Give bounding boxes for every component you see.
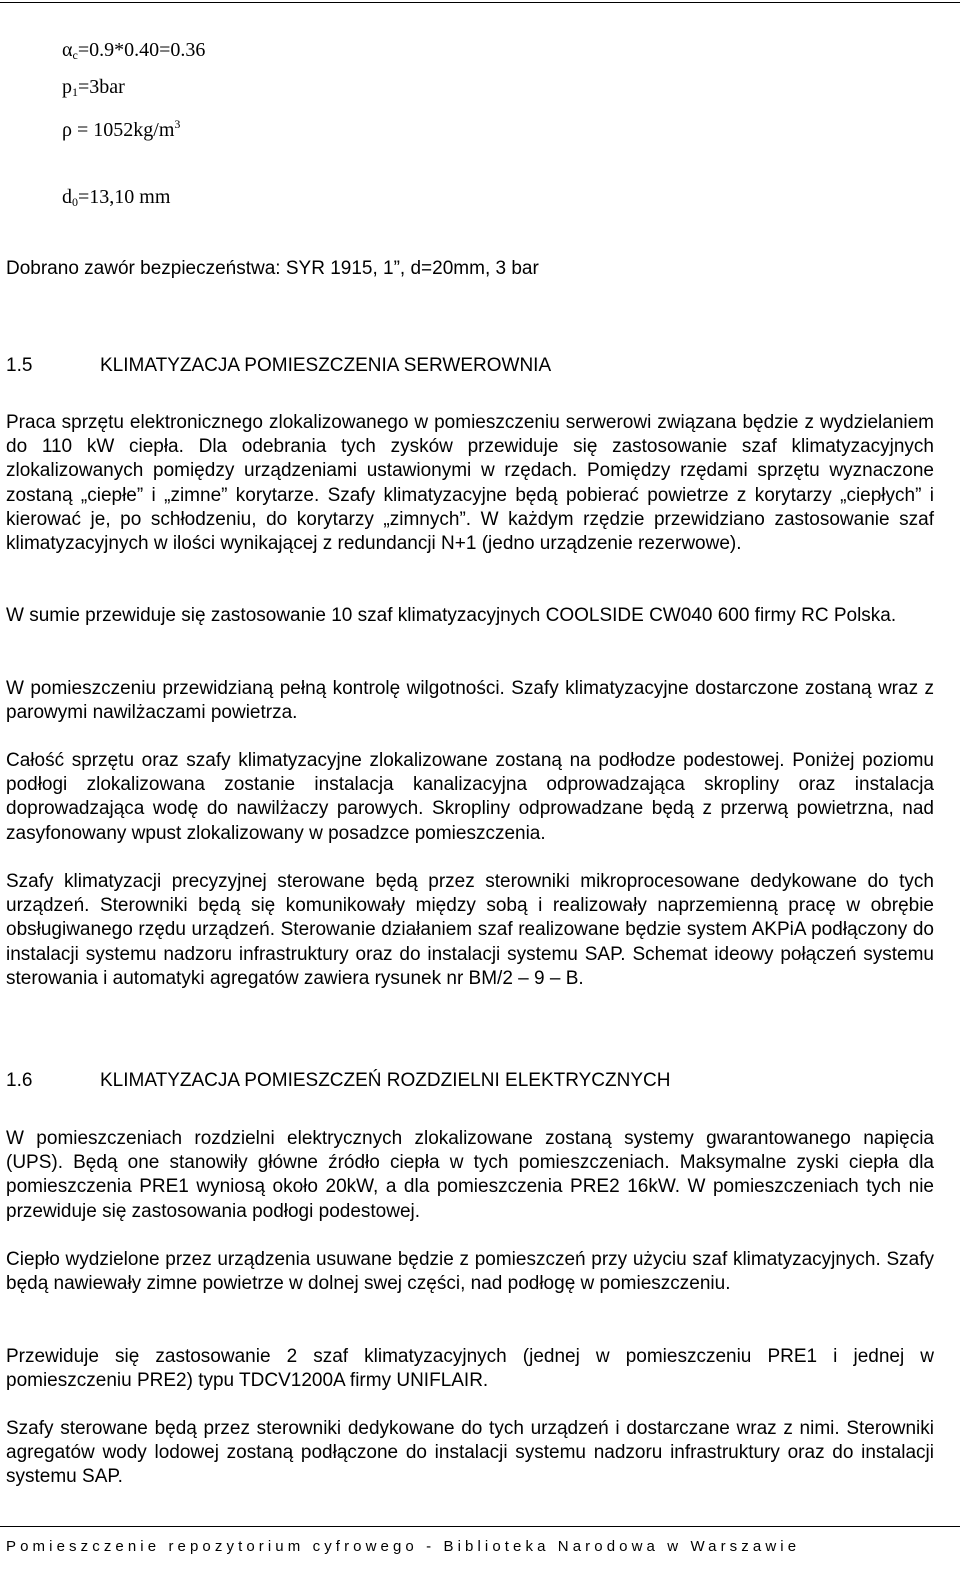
paragraph: W sumie przewiduje się zastosowanie 10 szaf klimatyzacyjnych COOLSIDE CW040 600 firmy RC Polska. (6, 605, 897, 626)
formula-alpha: $\alpha_c=0.9*0.40=0.36$ (62, 39, 206, 62)
paragraph: Przewiduje się zastosowanie 2 szaf klimatyzacyjnych (jednej w pomieszczeniu PRE1 i jednej w pomieszczeniu PRE2) typu TDCV1200A firmy UNIFLAIR. (6, 1346, 934, 1392)
valve-selection: Dobrano zawór bezpieczeństwa: SYR 1915, 1”, d=20mm, 3 bar (6, 258, 539, 279)
formula-diameter: $d_0=13,10$ mm (62, 186, 171, 209)
section-title: KLIMATYZACJA POMIESZCZENIA SERWEROWNIA (100, 355, 552, 376)
section-number: 1.6 (6, 1070, 33, 1091)
footer-rule (0, 1526, 960, 1527)
section-title: KLIMATYZACJA POMIESZCZEŃ ROZDZIELNI ELEKTRYCZNYCH (100, 1070, 671, 1091)
paragraph: W pomieszczeniu przewidzianą pełną kontrolę wilgotności. Szafy klimatyzacyjne dostarczone zostaną wraz z parowymi nawilżaczami powietrza. (6, 678, 934, 724)
paragraph: Ciepło wydzielone przez urządzenia usuwane będzie z pomieszczeń przy użyciu szaf klimatyzacyjnych. Szafy będą nawiewały zimne powietrze w dolnej swej części, nad podłogę w pomieszczeniu. (6, 1249, 934, 1295)
paragraph: Praca sprzętu elektronicznego zlokalizowanego w pomieszczeniu serwerowi związana będzie z wydzielaniem do 110 kW ciepła. Dla odebrania tych zysków przewiduje się zastosowanie szaf klimatyzacyjnych zlokalizowanych pomiędzy urządzeniami ustawionymi w rzędach. Pomiędzy rzędami sprzętu wyznaczone zostaną „ciepłe” i „zimne” korytarze. Szafy klimatyzacyjne będą pobierać powietrze z korytarzy „ciepłych” i kierować je, po schłodzeniu, do korytarzy „zimnych”. W każdym rzędzie przewidziano zastosowanie szaf klimatyzacyjnych w ilości wynikającej z redundancji N+1 (jedno urządzenie rezerwowe). (6, 412, 934, 555)
paragraph: W pomieszczeniach rozdzielni elektrycznych zlokalizowane zostaną systemy gwarantowanego napięcia (UPS). Będą one stanowiły główne źródło ciepła w tych pomieszczeniach. Maksymalne zyski ciepła dla pomieszczenia PRE1 wyniosą około 20kW, a dla pomieszczenia PRE2 16kW. W pomieszczeniach tych nie przewiduje się zastosowania podłogi podestowej. (6, 1128, 934, 1222)
section-number: 1.5 (6, 355, 33, 376)
paragraph: Szafy klimatyzacji precyzyjnej sterowane będą przez sterowniki mikroprocesowane dedykowane do tych urządzeń. Sterowniki będą się komunikowały między sobą i realizowały naprzemienną pracę w obrębie obsługiwanego rzędu urządzeń. Sterowanie działaniem szaf realizowane będzie system AKPiA podłączony do instalacji systemu nadzoru infrastruktury oraz do instalacji systemu SAP. Schemat ideowy połączeń systemu sterowania i automatyki agregatów zawiera rysunek nr BM/2 – 9 – B. (6, 871, 934, 989)
formula-pressure: $p_1=3bar$ (62, 76, 125, 99)
paragraph: Całość sprzętu oraz szafy klimatyzacyjne zlokalizowane zostaną na podłodze podestowej. Poniżej poziomu podłogi zlokalizowana zostanie instalacja kanalizacyjna odprowadzająca skropliny oraz instalacja doprowadzająca wodę do nawilżaczy parowych. Skropliny odprowadzane będą z przerwą powietrzna, nad zasyfonowany wpust zlokalizowany w posadzce pomieszczenia. (6, 750, 934, 844)
top-rule (0, 2, 960, 3)
page-footer: Pomieszczenie repozytorium cyfrowego - Biblioteka Narodowa w Warszawie (6, 1538, 801, 1555)
paragraph: Szafy sterowane będą przez sterowniki dedykowane do tych urządzeń i dostarczane wraz z nimi. Sterowniki agregatów wody lodowej zostaną podłączone do instalacji systemu nadzoru infrastruktury oraz do instalacji systemu SAP. (6, 1418, 934, 1488)
formula-density: $\rho = 1052kg/m^3$ (62, 117, 181, 141)
